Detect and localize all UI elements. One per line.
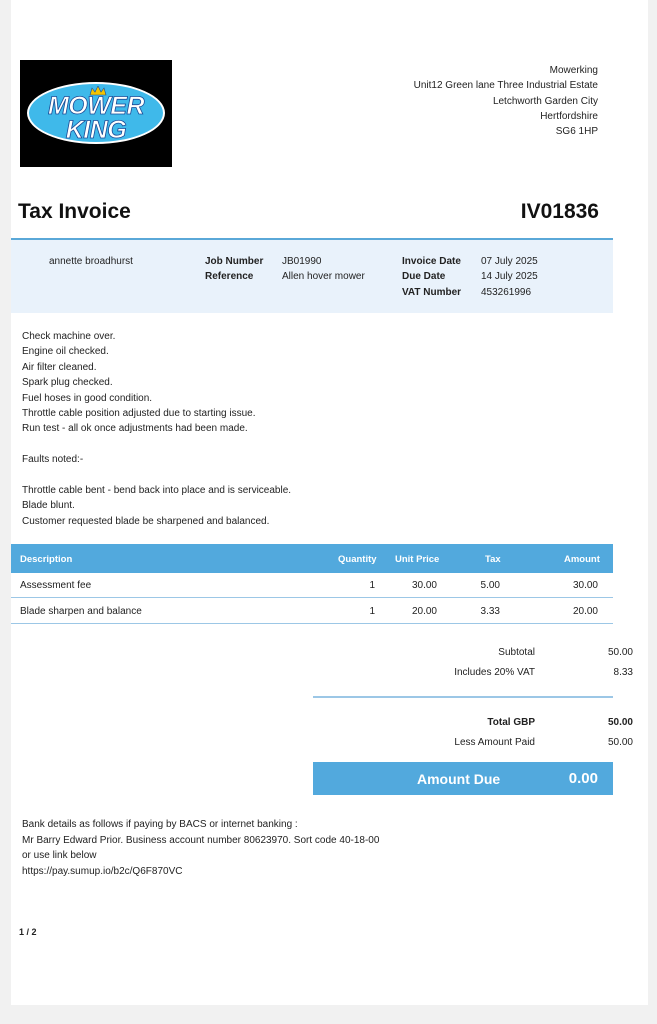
row-unit-price: 30.00: [411, 580, 437, 591]
address-line: SG6 1HP: [555, 126, 598, 138]
table-row: [11, 573, 613, 598]
company-name: Mowerking: [549, 65, 598, 76]
address-line: Hertfordshire: [540, 110, 598, 122]
row-quantity: 1: [369, 580, 375, 591]
amount-due-bar: [313, 762, 613, 795]
due-date-label: Due Date: [402, 271, 446, 282]
note-line: Faults noted:-: [22, 454, 84, 466]
vat-label: Includes 20% VAT: [454, 667, 535, 678]
logo-text-line1: MOWER: [47, 92, 145, 120]
note-line: Check machine over.: [22, 331, 116, 342]
amount-due-label: Amount Due: [417, 771, 501, 787]
note-line: Throttle cable bent - bend back into place and is serviceable.: [22, 484, 292, 496]
row-quantity: 1: [369, 606, 375, 617]
row-description: Assessment fee: [20, 580, 92, 591]
job-number-label: Job Number: [205, 256, 264, 267]
total-label: Total GBP: [487, 717, 535, 728]
payment-link[interactable]: https://pay.sumup.io/b2c/Q6F870VC: [22, 865, 183, 877]
job-number-value: JB01990: [282, 256, 322, 267]
row-amount: 20.00: [572, 606, 598, 617]
document-title: Tax Invoice: [18, 200, 131, 223]
table-row: [11, 599, 613, 624]
note-line: [22, 437, 291, 452]
col-tax: Tax: [485, 554, 501, 565]
row-tax: 5.00: [480, 580, 500, 591]
job-notes: [22, 329, 291, 529]
company-logo: [20, 60, 172, 167]
note-line: Fuel hoses in good condition.: [22, 392, 153, 404]
totals-divider: [313, 696, 613, 698]
vat-number-value: 453261996: [481, 287, 532, 298]
table-header: [11, 544, 613, 573]
invoice-date-value: 07 July 2025: [481, 256, 538, 267]
col-quantity: Quantity: [338, 554, 377, 565]
invoice-date-label: Invoice Date: [402, 256, 461, 267]
subtotal-value: 50.00: [607, 647, 633, 658]
bank-line: or use link below: [22, 850, 97, 861]
due-date-value: 14 July 2025: [481, 271, 538, 282]
col-unit-price: Unit Price: [395, 554, 440, 565]
vat-number-label: VAT Number: [402, 287, 462, 298]
vat-value: 8.33: [613, 667, 633, 678]
logo-text-line2: KING: [65, 116, 127, 144]
amount-paid-label: Less Amount Paid: [454, 737, 535, 748]
invoice-page: [11, 0, 648, 1005]
reference-label: Reference: [205, 271, 254, 282]
page-number: 1 / 2: [19, 927, 37, 937]
note-line: Customer requested blade be sharpened and balanced.: [22, 515, 270, 527]
note-line: Blade blunt.: [22, 500, 75, 512]
note-line: Spark plug checked.: [22, 377, 113, 389]
subtotal-label: Subtotal: [498, 647, 535, 658]
bank-line: Mr Barry Edward Prior. Business account number 80623970. Sort code 40-18-00: [22, 834, 380, 846]
total-value: 50.00: [607, 717, 633, 728]
note-line: Air filter cleaned.: [22, 361, 97, 373]
row-unit-price: 20.00: [411, 606, 437, 617]
note-line: Run test - all ok once adjustments had been made.: [22, 423, 248, 435]
amount-paid-value: 50.00: [607, 737, 633, 748]
row-amount: 30.00: [572, 580, 598, 591]
note-line: Engine oil checked.: [22, 346, 109, 358]
customer-name: annette broadhurst: [49, 256, 133, 267]
bank-details: [22, 817, 379, 879]
bank-line: Bank details as follows if paying by BACS or internet banking :: [22, 819, 298, 830]
row-tax: 3.33: [480, 606, 500, 617]
col-description: Description: [20, 554, 73, 565]
amount-due-value: 0.00: [568, 770, 598, 787]
address-line: Unit12 Green lane Three Industrial Estate: [413, 80, 598, 92]
note-line: Throttle cable position adjusted due to starting issue.: [22, 407, 256, 419]
row-description: Blade sharpen and balance: [20, 606, 142, 617]
address-line: Letchworth Garden City: [492, 95, 598, 107]
col-amount: Amount: [564, 554, 600, 565]
invoice-number: IV01836: [520, 200, 599, 223]
note-line: [22, 468, 291, 483]
reference-value: Allen hover mower: [282, 271, 365, 282]
company-address: [414, 63, 598, 139]
